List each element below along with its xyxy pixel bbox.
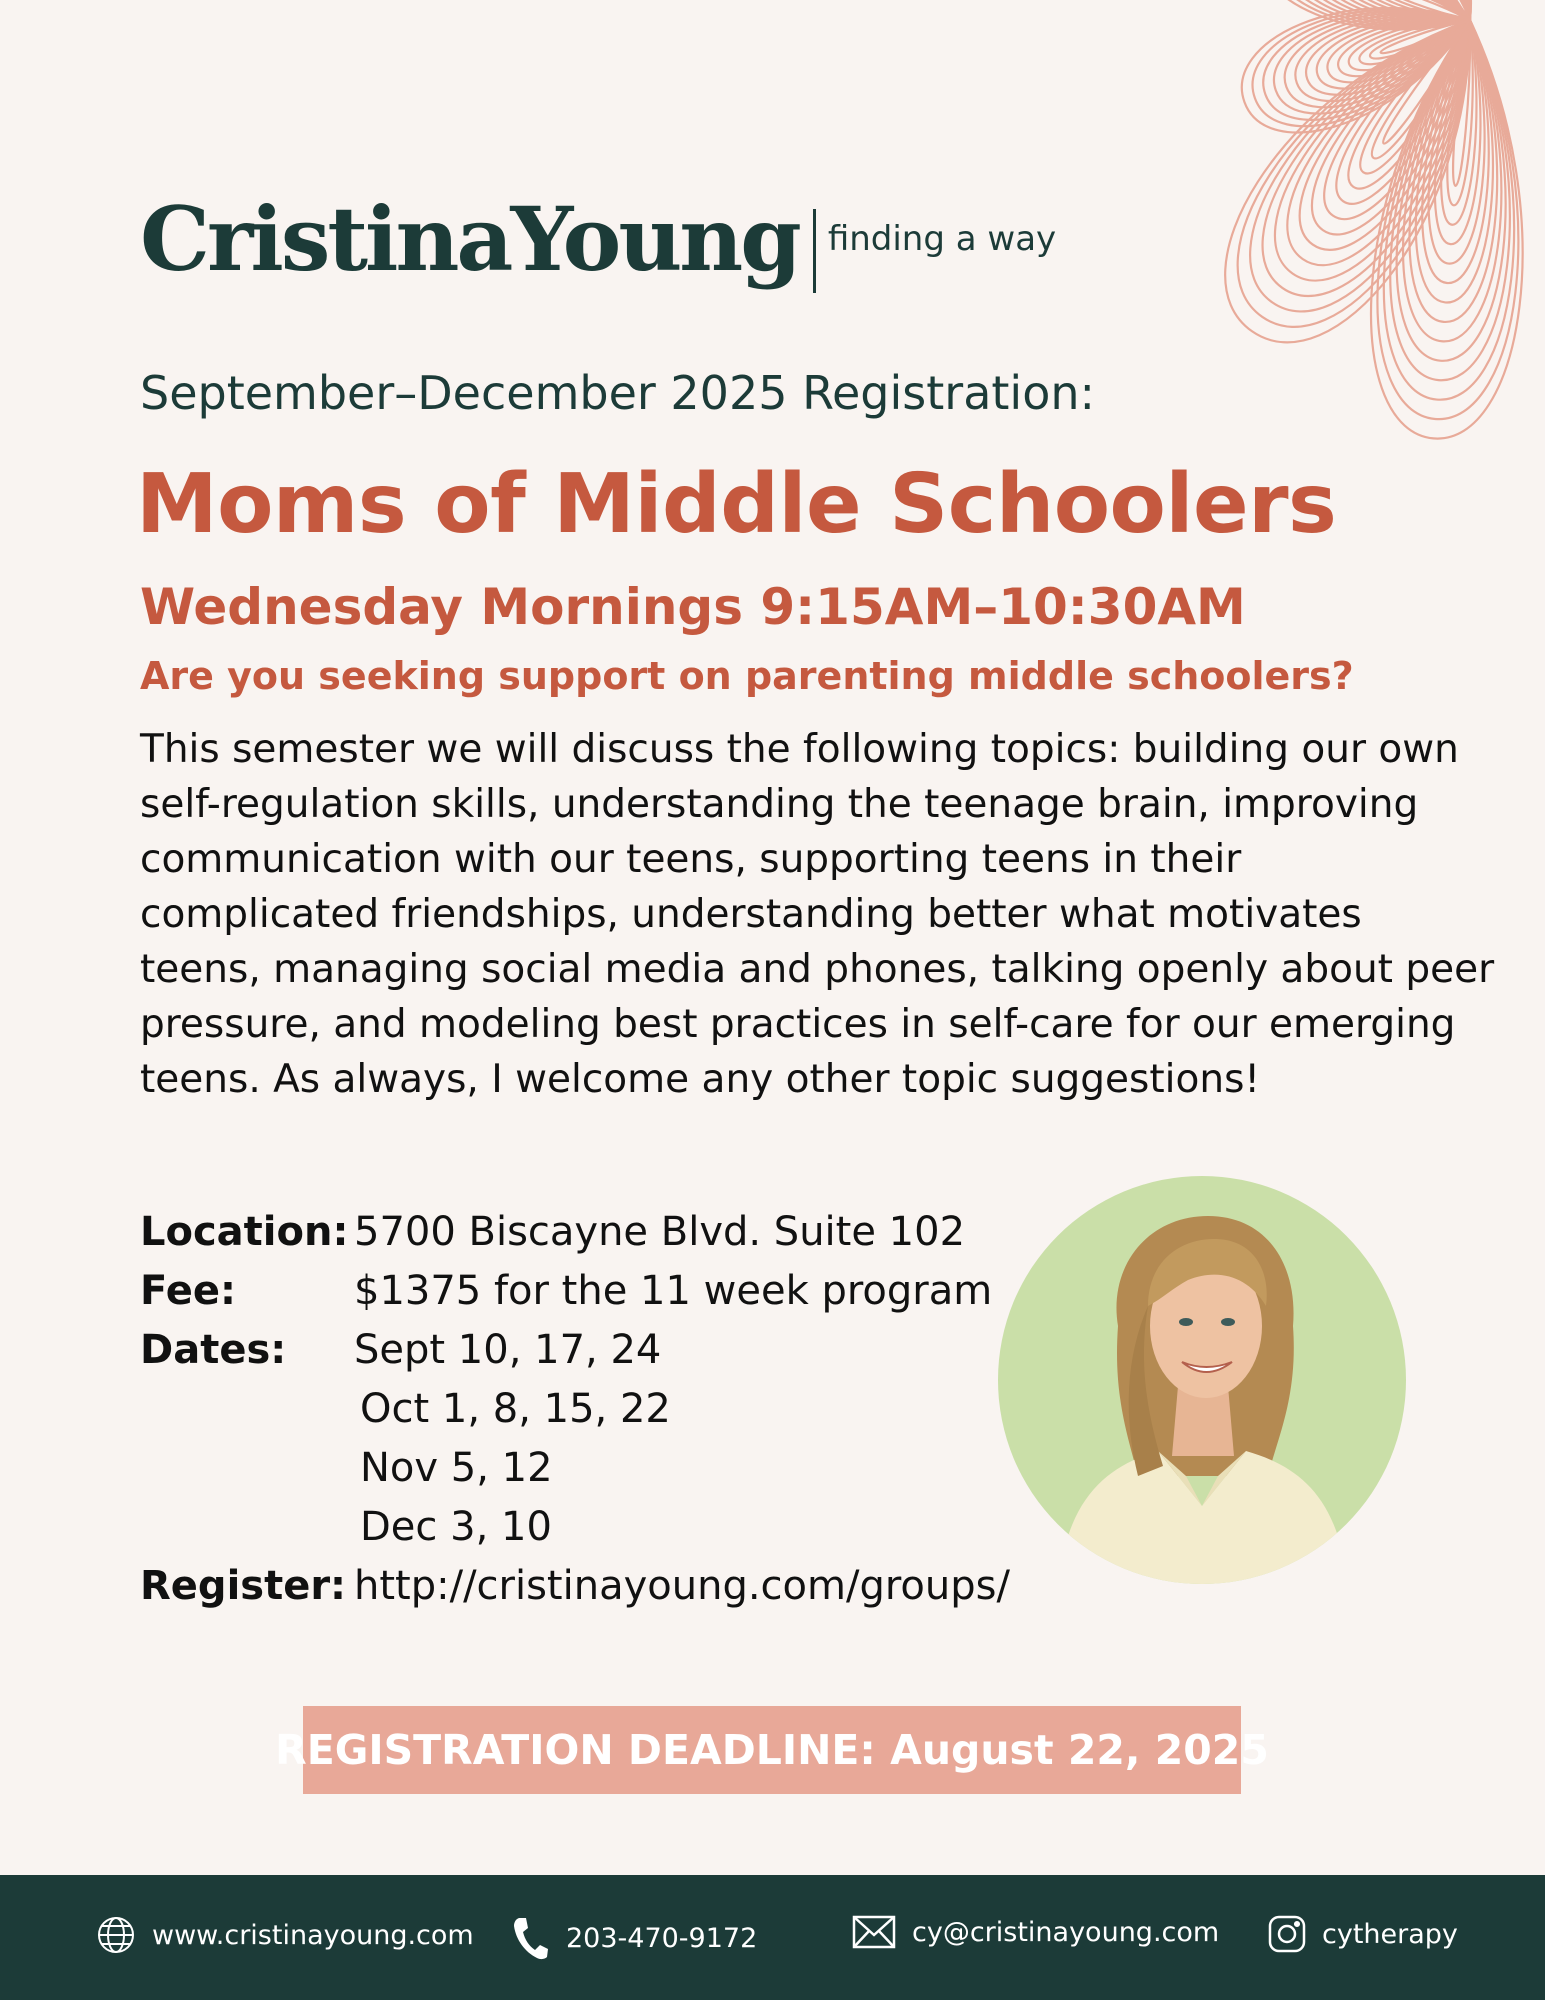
- petal-line: [1263, 20, 1470, 296]
- date-line: Oct 1, 8, 15, 22: [360, 1386, 671, 1432]
- dates-row: [140, 1439, 1010, 1498]
- email-link[interactable]: cy@cristinayoung.com: [912, 1916, 1220, 1948]
- fee-row: [140, 1262, 1010, 1321]
- page-title: Moms of Middle Schoolers: [136, 457, 1337, 552]
- location-label: Location:: [140, 1209, 349, 1255]
- question-heading: Are you seeking support on parenting middle schoolers?: [140, 654, 1354, 698]
- logo-separator: [813, 209, 816, 293]
- logo: [140, 187, 1057, 291]
- social-handle[interactable]: cytherapy: [1322, 1918, 1458, 1950]
- description-line: communication with our teens, supporting teens in their: [140, 837, 1242, 882]
- register-link[interactable]: http://cristinayoung.com/groups/: [354, 1563, 1010, 1609]
- footer-website[interactable]: [96, 1915, 474, 1955]
- dates-label: Dates:: [140, 1327, 287, 1373]
- description-line: This semester we will discuss the following topics: building our own: [140, 727, 1459, 772]
- footer-social[interactable]: [1268, 1915, 1458, 1953]
- event-details: [140, 1203, 1010, 1616]
- phone-number[interactable]: 203-470-9172: [566, 1922, 758, 1954]
- website-link[interactable]: www.cristinayoung.com: [152, 1919, 474, 1951]
- description-line: complicated friendships, understanding better what motivates: [140, 892, 1362, 937]
- globe-icon: [96, 1915, 136, 1955]
- dates-row: [140, 1380, 1010, 1439]
- location-value: 5700 Biscayne Blvd. Suite 102: [354, 1209, 966, 1255]
- register-row: [140, 1557, 1010, 1616]
- description-line: teens, managing social media and phones, talking openly about peer: [140, 947, 1495, 992]
- footer-email[interactable]: [852, 1915, 1219, 1949]
- fee-label: Fee:: [140, 1268, 236, 1314]
- description-line: pressure, and modeling best practices in self-care for our emerging: [140, 1002, 1456, 1047]
- location-row: [140, 1203, 1010, 1262]
- schedule-heading: Wednesday Mornings 9:15AM–10:30AM: [140, 578, 1246, 636]
- registration-deadline-banner: REGISTRATION DEADLINE: August 22, 2025: [303, 1706, 1241, 1794]
- portrait-photo: [998, 1176, 1406, 1584]
- phone-icon: [510, 1915, 550, 1961]
- logo-name: CristinaYoung: [140, 187, 799, 291]
- register-label: Register:: [140, 1563, 347, 1609]
- date-line: Nov 5, 12: [360, 1445, 553, 1491]
- date-line: Dec 3, 10: [360, 1504, 552, 1550]
- instagram-icon: [1268, 1915, 1306, 1953]
- registration-subtitle: September–December 2025 Registration:: [140, 366, 1095, 420]
- date-line: Sept 10, 17, 24: [354, 1327, 662, 1373]
- description: [140, 722, 1495, 1107]
- description-line: self-regulation skills, understanding the teenage brain, improving: [140, 782, 1419, 827]
- footer: [0, 1875, 1545, 2000]
- logo-tagline: finding a way: [827, 219, 1057, 259]
- mail-icon: [852, 1915, 896, 1949]
- fee-value: $1375 for the 11 week program: [354, 1268, 993, 1314]
- dates-row: [140, 1321, 1010, 1380]
- description-line: teens. As always, I welcome any other topic suggestions!: [140, 1057, 1261, 1102]
- dates-row: [140, 1498, 1010, 1557]
- footer-phone[interactable]: [510, 1915, 757, 1961]
